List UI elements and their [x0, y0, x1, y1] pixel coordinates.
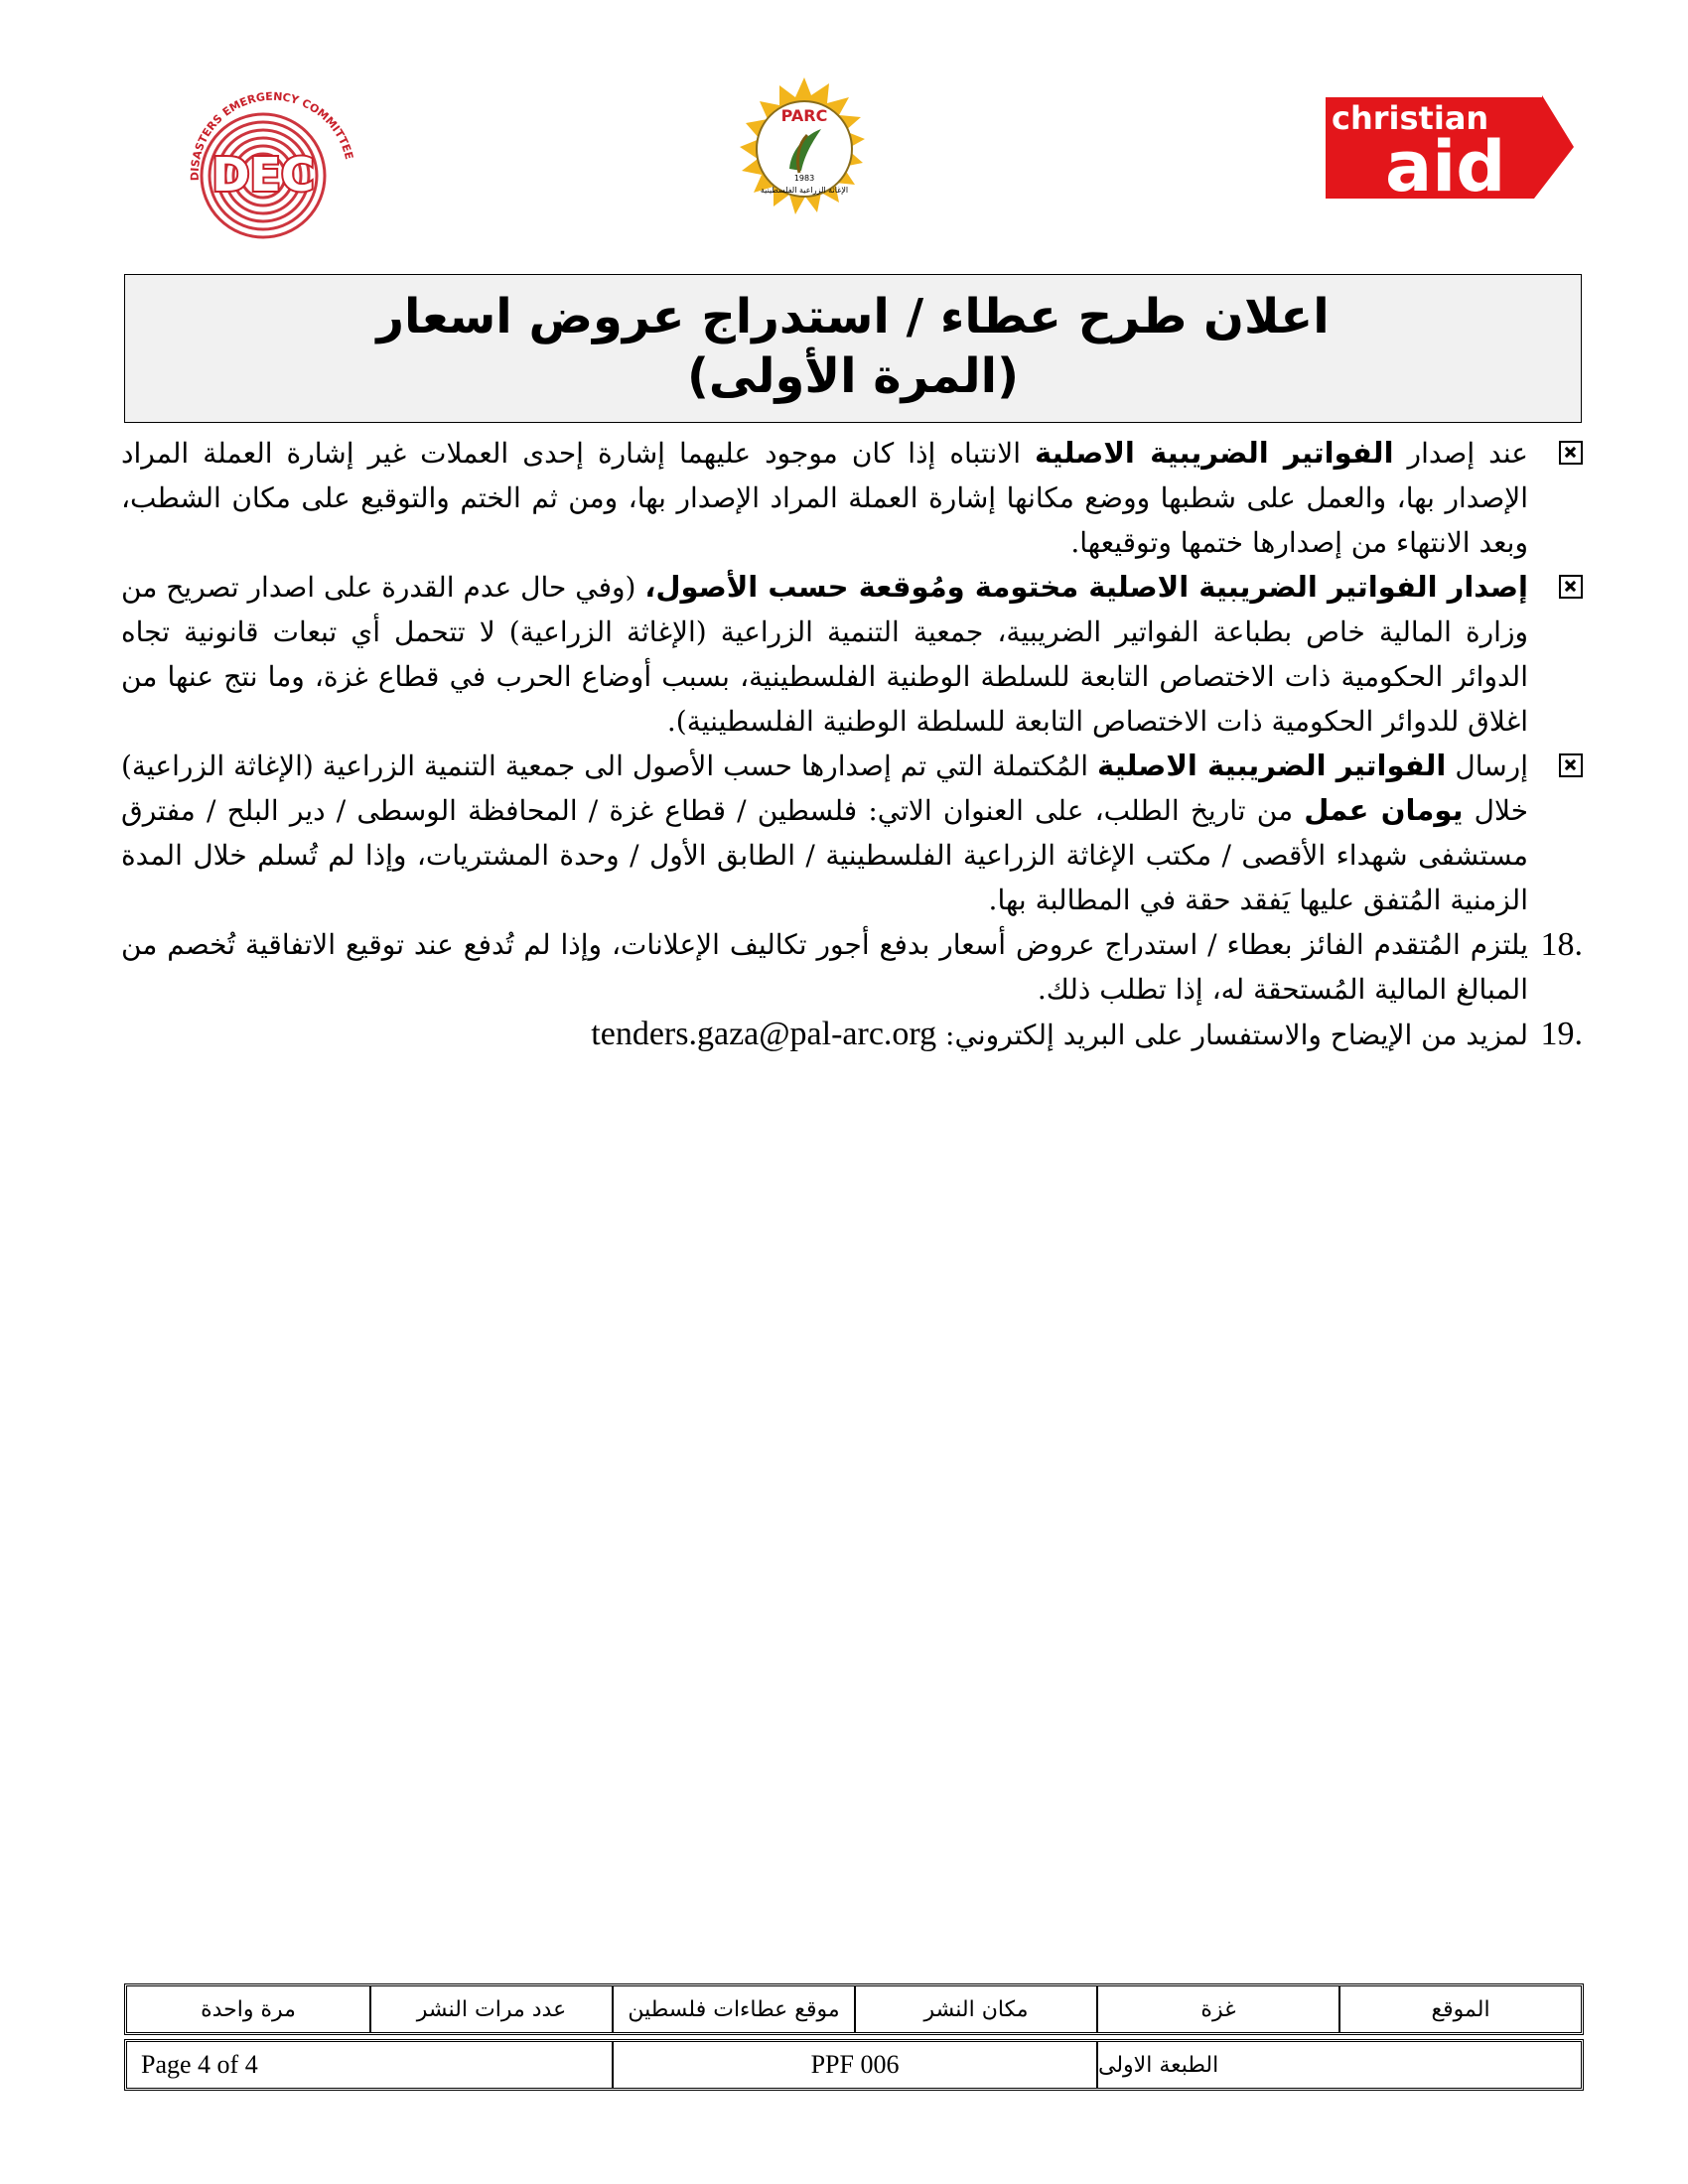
ca-line1: christian [1332, 99, 1489, 137]
tender-conditions [121, 431, 1583, 1057]
footer-edition: الطبعة الاولى [1096, 2042, 1581, 2088]
dec-logo [169, 71, 367, 250]
title-line-1: اعلان طرح عطاء / استدراج عروض اسعار [376, 289, 1330, 344]
condition-item: عند إصدار الفواتير الضريبية الاصلية الانتباه إذا كان موجود عليهما إشارة إحدى العملات غير إشارة العملة المراد الإصدار بها، والعمل على شطبها ووضع مكانها إشارة العملة المراد الإصدار بها، ومن ثم الختم والتوقيع على مكان الشطب، وبعد الانتهاء من إصدارها ختمها وتوقيعها. [121, 431, 1583, 565]
checked-box-icon [1559, 753, 1583, 777]
parc-top-text: PARC [780, 106, 828, 125]
dec-mark: DEC [211, 148, 315, 202]
footer-publish-place-value: موقع عطاءات فلسطين [612, 1986, 854, 2032]
ca-line2: aid [1385, 126, 1506, 205]
condition-item: إصدار الفواتير الضريبية الاصلية مختومة ومُوقعة حسب الأصول، (وفي حال عدم القدرة على اصدار تصريح من وزارة المالية خاص بطباعة الفواتير الضريبية، جمعية التنمية الزراعية (الإغاثة الزراعية) لا تتحمل أي تبعات قانونية تجاه الدوائر الحكومية ذات الاختصاص التابعة للسلطة الوطنية الفلسطينية، بسبب أوضاع الحرب في قطاع غزة، وما نتج عنها من اغلاق للدوائر الحكومية ذات الاختصاص التابعة للسلطة الوطنية الفلسطينية). [121, 565, 1583, 744]
parc-ring-text: الإغاثة الزراعية الفلسطينية [760, 186, 849, 195]
dec-ring-text: DISASTERS EMERGENCY COMMITTEE [188, 89, 356, 182]
parc-year: 1983 [793, 174, 815, 183]
footer-location-label: الموقع [1338, 1986, 1581, 2032]
condition-item: إرسال الفواتير الضريبية الاصلية المُكتملة التي تم إصدارها حسب الأصول الى جمعية التنمية الزراعية (الإغاثة الزراعية) خلال يومان عمل من تاريخ الطلب، على العنوان الاتي: فلسطين / قطاع غزة / المحافظة الوسطى / دير البلح / مفترق مستشفى شهداء الأقصى / مكتب الإغاثة الزراعية الفلسطينية / الطابق الأول / وحدة المشتريات، وإذا لم تُسلم خلال المدة الزمنية المُتفق عليها يَفقد حقة في المطالبة بها. [121, 744, 1583, 922]
item-number: 18. [1540, 926, 1583, 963]
footer-publish-place-label: مكان النشر [854, 1986, 1096, 2032]
footer-page-table [124, 2039, 1584, 2091]
item-number: 19. [1540, 1016, 1583, 1052]
christian-aid-logo [1326, 95, 1574, 205]
footer-info-table [124, 1983, 1584, 2035]
numbered-item: 18. يلتزم المُتقدم الفائز بعطاء / استدراج عروض أسعار بدفع أجور تكاليف الإعلانات، وإذا لم تُدفع عند توقيع الاتفاقية تُخصم من المبالغ المالية المُستحقة له، إذا تطلب ذلك. [121, 922, 1583, 1012]
footer-publish-count-value: مرة واحدة [201, 1996, 296, 2022]
footer-location-value: غزة [1096, 1986, 1338, 2032]
footer-form-code: PPF 006 [612, 2042, 1096, 2088]
title-line-2: (المرة الأولى) [686, 348, 1020, 404]
footer-publish-count-label: عدد مرات النشر [369, 1986, 612, 2032]
title-box [124, 274, 1582, 423]
numbered-item: 19. لمزيد من الإيضاح والاستفسار على البريد إلكتروني: tenders.gaza@pal-arc.org [121, 1012, 1583, 1057]
footer-page-number: Page 4 of 4 [141, 2050, 258, 2079]
contact-email-link[interactable]: tenders.gaza@pal-arc.org [591, 1016, 937, 1052]
checked-box-icon [1559, 441, 1583, 465]
checked-box-icon [1559, 575, 1583, 599]
parc-logo [730, 77, 879, 226]
